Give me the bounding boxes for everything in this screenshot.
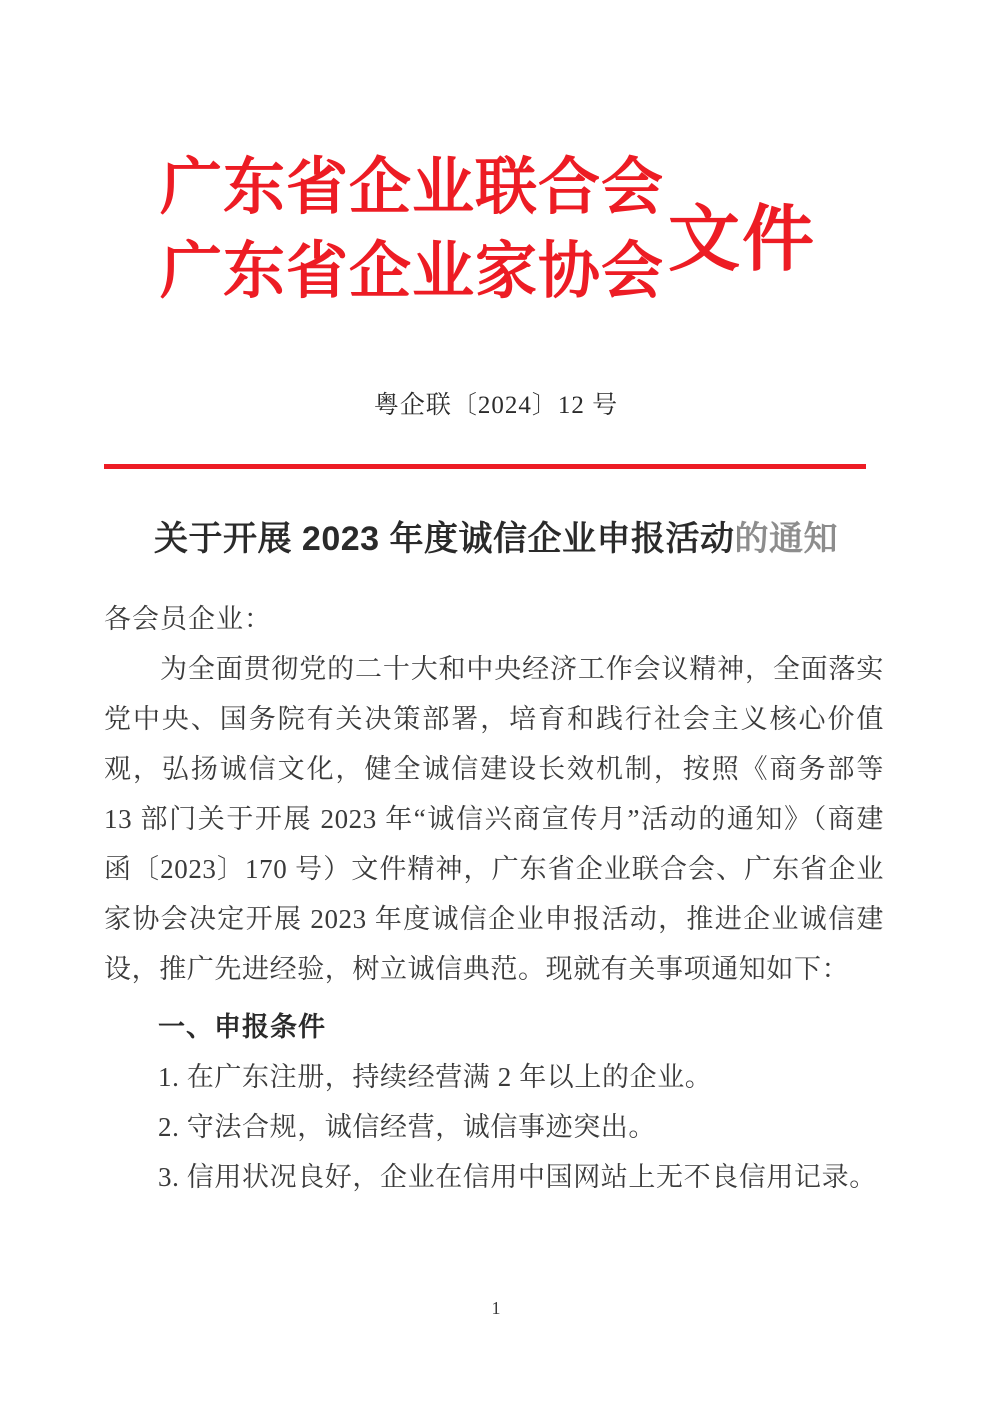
- page-title: [0, 513, 992, 565]
- body-paragraph-1: 为全面贯彻党的二十大和中央经济工作会议精神，全面落实党中央、国务院有关决策部署，培育和践行社会主义核心价值观，弘扬诚信文化，健全诚信建设长效机制，按照《商务部等 13 部门关于开展 2023 年“诚信兴商宣传月”活动的通知》（商建函〔2023〕170 号）文件精神，广东省企业联合会、广东省企业家协会决定开展 2023 年度诚信企业申报活动，推进企业诚信建设，推广先进经验，树立诚信典范。现就有关事项通知如下：: [104, 654, 884, 984]
- page-title-tail: 的通知: [734, 520, 839, 558]
- masthead-org-line-1: 广东省企业联合会: [160, 154, 665, 222]
- page-title-main: 关于开展 2023 年度诚信企业申报活动: [153, 520, 735, 558]
- salutation: 各会员企业：: [104, 604, 272, 634]
- masthead: [0, 146, 992, 336]
- document-body: [104, 594, 884, 1202]
- list-item: 3. 信用状况良好，企业在信用中国网站上无不良信用记录。: [158, 1162, 877, 1192]
- masthead-org-line-2: 广东省企业家协会: [160, 238, 665, 306]
- page-number: 1: [491, 1298, 501, 1318]
- masthead-organization-names: [160, 146, 680, 314]
- list-item: 1. 在广东注册，持续经营满 2 年以上的企业。: [158, 1062, 713, 1092]
- list-item: 2. 守法合规，诚信经营，诚信事迹突出。: [158, 1112, 656, 1142]
- red-separator-rule: [104, 464, 866, 469]
- document-number: 粤企联〔2024〕12 号: [373, 392, 619, 419]
- masthead-document-word: 文件: [668, 200, 817, 280]
- section-heading-1: 一、申报条件: [158, 1012, 326, 1042]
